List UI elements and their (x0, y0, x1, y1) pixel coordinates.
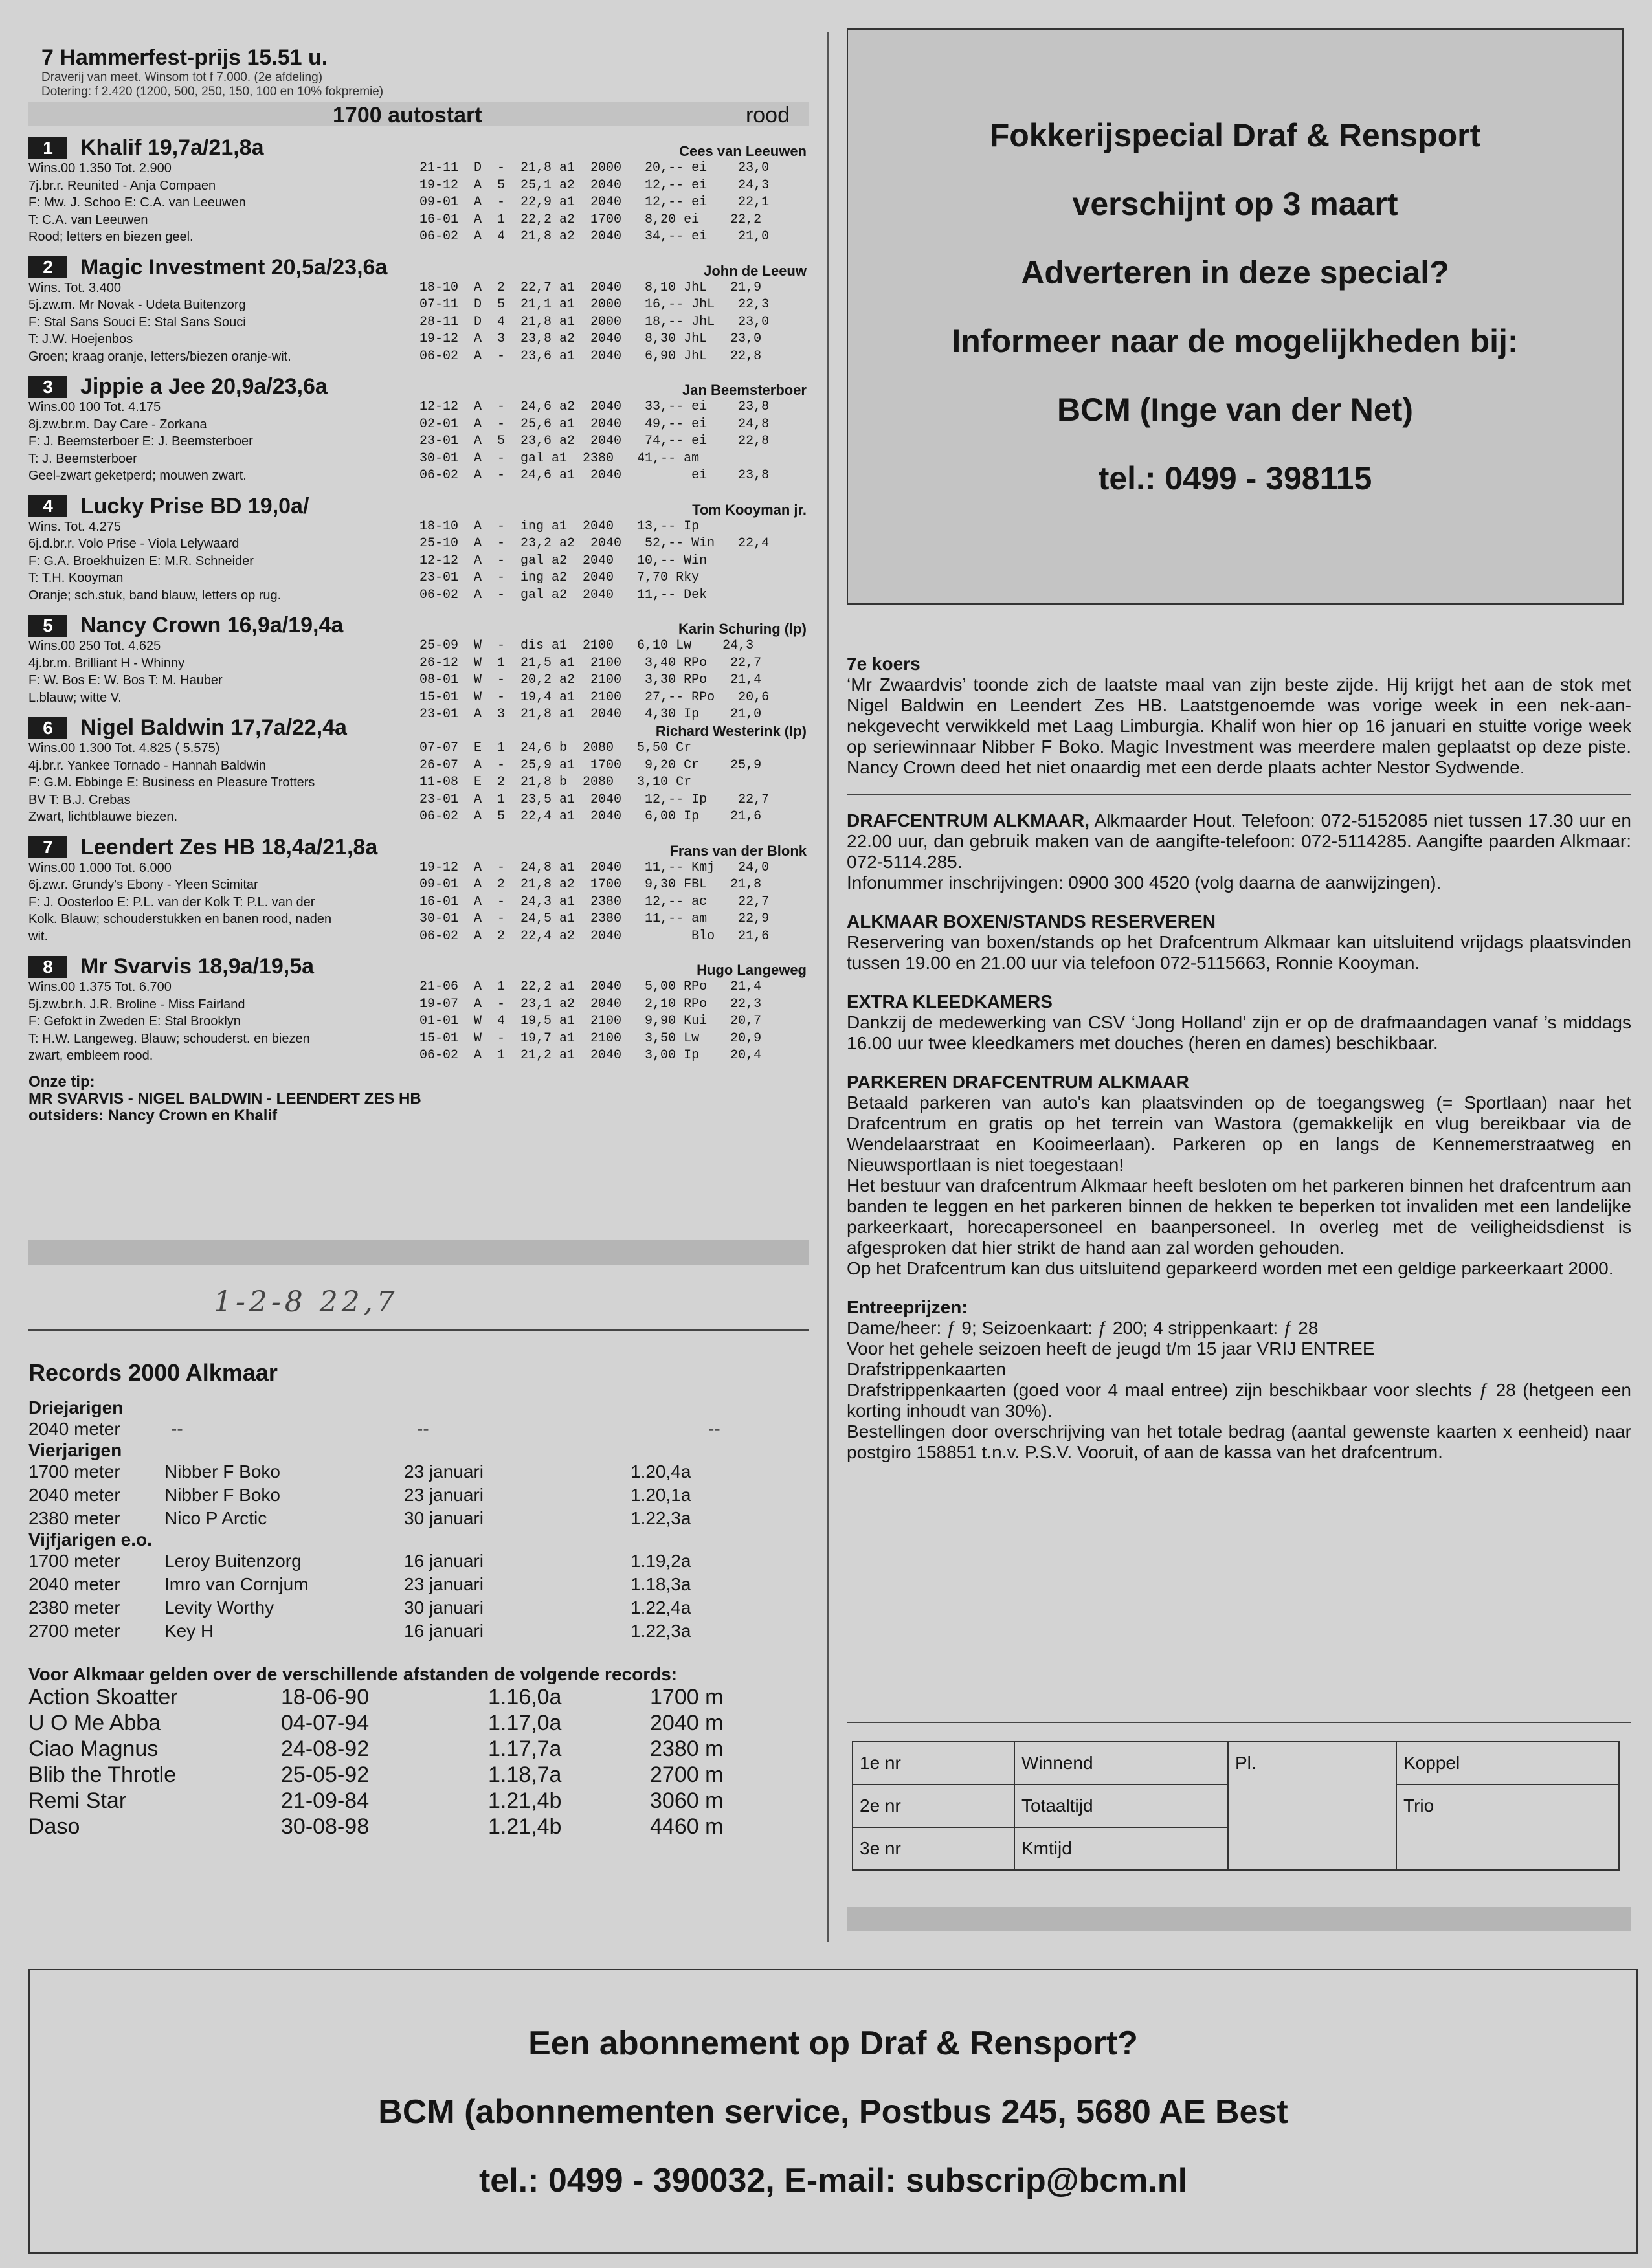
horse-entry (28, 255, 809, 366)
race-purse: Dotering: f 2.420 (1200, 500, 250, 150, 100 en 10% fokpremie) (41, 85, 384, 98)
record-name: -- (171, 1419, 183, 1439)
drafcentrum-text: Alkmaarder Hout. Telefoon: 072-5152085 niet tussen 17.30 uur en 22.00 uur, dan gebruik maken van de aangifte-telefoon: 072-5114285. Aangifte paarden Alkmaar: 072-5114.285. (847, 810, 1631, 872)
all-time-record-row (28, 1762, 809, 1788)
performance-line: 06-02 A - 23,6 a1 2040 6,90 JhL 22,8 (419, 348, 762, 364)
horse-info-line: BV T: B.J. Crebas (28, 792, 131, 807)
all-time-dist: 1700 m (650, 1685, 724, 1709)
performance-line: 23-01 A 5 23,6 a2 2040 74,-- ei 22,8 (419, 434, 770, 449)
horse-entry (28, 954, 809, 1065)
horse-header (28, 255, 809, 280)
record-name: Key H (164, 1621, 214, 1641)
horse-info-line: F: J. Beemsterboer E: J. Beemsterboer (28, 434, 253, 449)
record-time: 1.22,3a (631, 1508, 691, 1528)
divider (847, 794, 1631, 795)
horse-entry (28, 715, 809, 826)
horse-header (28, 835, 809, 860)
performance-line: 15-01 W - 19,4 a1 2100 27,-- RPo 20,6 (419, 689, 770, 705)
drafcentrum-heading: DRAFCENTRUM ALKMAAR, (847, 810, 1090, 830)
horse-info (28, 280, 423, 366)
performance-line: 09-01 A 2 21,8 a2 1700 9,30 FBL 21,8 (419, 877, 762, 892)
horse-name: Jippie a Jee 20,9a/23,6a (80, 374, 328, 399)
horse-entry (28, 494, 809, 605)
records-title: Records 2000 Alkmaar (28, 1359, 278, 1386)
performance-line: 12-12 A - gal a2 2040 10,-- Win (419, 553, 708, 568)
horse-info-line: Wins. Tot. 3.400 (28, 280, 122, 295)
horse-info-line: F: Gefokt in Zweden E: Stal Brooklyn (28, 1014, 241, 1028)
performance-line: 06-02 A - gal a2 2040 11,-- Dek (419, 587, 708, 603)
ad-line: tel.: 0499 - 398115 (1098, 460, 1372, 496)
performance-line: 25-09 W - dis a1 2100 6,10 Lw 24,3 (419, 638, 754, 653)
performance-line: 19-07 A - 23,1 a2 2040 2,10 RPo 22,3 (419, 996, 762, 1012)
form-field-label: Koppel (1396, 1742, 1619, 1784)
performance-line: 23-01 A 3 21,8 a1 2040 4,30 Ip 21,0 (419, 707, 762, 722)
horse-info-line: 6j.d.br.r. Volo Prise - Viola Lelywaard (28, 537, 240, 551)
performance-line: 06-02 A 2 22,4 a2 2040 Blo 21,6 (419, 928, 770, 944)
subscription-line: Een abonnement op Draf & Rensport? (528, 2025, 1138, 2062)
kleedkamers-heading: EXTRA KLEEDKAMERS (847, 992, 1053, 1012)
horse-info-line: 6j.zw.r. Grundy's Ebony - Yleen Scimitar (28, 878, 258, 892)
record-name: Nibber F Boko (164, 1485, 280, 1505)
entreeprijzen-heading: Entreeprijzen: (847, 1297, 968, 1317)
horse-info (28, 979, 423, 1065)
horse-entry (28, 135, 809, 246)
info-column (847, 654, 1631, 1463)
horse-info-line: T: T.H. Kooyman (28, 571, 124, 585)
record-row (28, 1484, 809, 1507)
fokkerijspecial-ad (847, 28, 1624, 605)
record-name: Leroy Buitenzorg (164, 1551, 302, 1571)
ad-line: Adverteren in deze special? (1021, 254, 1449, 291)
parkeren-text: Het bestuur van drafcentrum Alkmaar heeft besloten om het parkeren binnen het drafcentrum aan banden te leggen en het parkeren binnen de hekken te beperken tot invaliden met een landelijke parkeerkaart, horecapersoneel en baanpersoneel. In overleg met de veiligheidsdienst is afgesproken dat hier strikt de hand aan zal worden gehouden. (847, 1175, 1631, 1258)
all-time-dist: 2380 m (650, 1737, 724, 1761)
horse-info-line: T: H.W. Langeweg. Blauw; schouderst. en biezen (28, 1031, 310, 1046)
infonummer: Infonummer inschrijvingen: 0900 300 4520 (volg daarna de aanwijzingen). (847, 873, 1442, 893)
performance-line: 25-10 A - 23,2 a2 2040 52,-- Win 22,4 (419, 536, 770, 551)
horse-info-line: F: G.M. Ebbinge E: Business en Pleasure Trotters (28, 775, 315, 790)
records-groups (28, 1398, 809, 1643)
performance-line: 28-11 D 4 21,8 a1 2000 18,-- JhL 23,0 (419, 314, 770, 329)
performance-line: 06-02 A 1 21,2 a1 2040 3,00 Ip 20,4 (419, 1048, 762, 1063)
driver-name: Frans van der Blonk (669, 842, 807, 859)
horse-info (28, 160, 423, 246)
horse-info-line: Wins.00 1.300 Tot. 4.825 ( 5.575) (28, 741, 220, 755)
race-card (28, 45, 809, 1124)
horse-info-line: Groen; kraag oranje, letters/biezen oranje-wit. (28, 349, 291, 364)
entreeprijzen-line: Drafstrippenkaarten (847, 1359, 1006, 1379)
record-row (28, 1596, 809, 1619)
parkeren-text: Betaald parkeren van auto's kan plaatsvinden op de toegangsweg (= Sportlaan) naar het Drafcentrum en gratis op het terrein van Wastora (gemakkelijk en vlug bereikbaar via de Wendelaarstraat en Kooimeerlaan). Parkeren op en langs de Kennemerstraatweg en Nieuwsportlaan is niet toegestaan! (847, 1093, 1631, 1175)
all-time-time: 1.21,4b (488, 1814, 562, 1839)
record-name: Levity Worthy (164, 1597, 274, 1618)
horse-info-line: Geel-zwart geketperd; mouwen zwart. (28, 469, 247, 483)
horse-info-line: F: Mw. J. Schoo E: C.A. van Leeuwen (28, 195, 246, 210)
form-place-label: Pl. (1228, 1742, 1396, 1870)
ad-line: Informeer naar de mogelijkheden bij: (952, 323, 1519, 359)
entreeprijzen-line: Dame/heer: ƒ 9; Seizoenkaart: ƒ 200; 4 strippenkaart: ƒ 28 (847, 1318, 1319, 1338)
record-dist: 2700 meter (28, 1621, 120, 1641)
performance-lines (419, 638, 769, 724)
all-time-record-row (28, 1710, 809, 1736)
parkeren-heading: PARKEREN DRAFCENTRUM ALKMAAR (847, 1072, 1189, 1092)
performance-line: 23-01 A 1 23,5 a1 2040 12,-- Ip 22,7 (419, 792, 770, 807)
all-time-date: 24-08-92 (281, 1737, 370, 1761)
horse-details (28, 518, 809, 605)
performance-line: 19-12 A - 24,8 a1 2040 11,-- Kmj 24,0 (419, 860, 770, 875)
horse-info (28, 860, 423, 946)
all-time-time: 1.21,4b (488, 1788, 562, 1813)
performance-line: 06-02 A 5 22,4 a1 2040 6,00 Ip 21,6 (419, 809, 762, 824)
performance-lines (419, 979, 761, 1065)
driver-name: John de Leeuw (704, 262, 807, 279)
horse-info-line: Kolk. Blauw; schouderstukken en banen rood, naden (28, 912, 332, 926)
record-dist: 2380 meter (28, 1597, 120, 1618)
performance-line: 26-07 A - 25,9 a1 1700 9,20 Cr 25,9 (419, 757, 762, 773)
all-time-name: Daso (28, 1814, 80, 1839)
ad-line: verschijnt op 3 maart (1072, 186, 1398, 222)
record-group-label: Vierjarigen (28, 1440, 122, 1460)
all-time-date: 30-08-98 (281, 1814, 370, 1839)
start-number: 6 (28, 717, 67, 739)
horse-header (28, 135, 809, 160)
performance-line: 30-01 A - gal a1 2380 41,-- am (419, 450, 700, 466)
start-number: 3 (28, 376, 67, 398)
horse-name: Nancy Crown 16,9a/19,4a (80, 613, 344, 638)
subscription-line: tel.: 0499 - 390032, E-mail: subscrip@bcm.nl (478, 2162, 1188, 2199)
horse-entry (28, 374, 809, 485)
record-time: -- (708, 1419, 720, 1439)
ad-line: BCM (Inge van der Net) (1056, 392, 1414, 428)
koers-heading: 7e koers (847, 654, 921, 674)
record-name: Nibber F Boko (164, 1462, 280, 1482)
koers-text: ‘Mr Zwaardvis’ toonde zich de laatste maal van zijn beste zijde. Hij krijgt het aan de stok met Nigel Baldwin en Leendert Zes HB. Laatstgenoemde was vorige week in een nek-aan-nekgevecht verwikkeld met Laag Limburgia. Khalif won hier op 16 januari en stuitte vorige week op seriewinnaar Nibber F Boko. Magic Investment was meerdere malen geplaatst op deze piste. Nancy Crown deed het niet onaardig met een derde plaats achter Nestor Sydwende. (847, 674, 1631, 777)
form-field-label: Kmtijd (1014, 1827, 1228, 1870)
record-name: Imro van Cornjum (164, 1574, 309, 1594)
horse-info-line: F: J. Oosterloo E: P.L. van der Kolk T: P.L. van der (28, 895, 315, 909)
entreeprijzen-line: Voor het gehele seizoen heeft de jeugd t/m 15 jaar VRIJ ENTREE (847, 1339, 1375, 1359)
form-field-label: Totaaltijd (1014, 1784, 1228, 1827)
performance-line: 18-10 A - ing a1 2040 13,-- Ip (419, 518, 700, 534)
record-time: 1.22,4a (631, 1597, 691, 1618)
outsiders: outsiders: Nancy Crown en Khalif (28, 1106, 278, 1124)
performance-line: 07-11 D 5 21,1 a1 2000 16,-- JhL 22,3 (419, 297, 770, 312)
performance-line: 08-01 W - 20,2 a2 2100 3,30 RPo 21,4 (419, 673, 762, 687)
bestellingen-text: Bestellingen door overschrijving van het totale bedrag (aantal gewenste kaarten x eenheid) naar postgiro 158851 t.n.v. P.S.V. Vooruit, of aan de kassa van het drafcentrum. (847, 1421, 1631, 1462)
handwritten-note: 1-2-8 22,7 (214, 1285, 399, 1318)
form-position: 2e nr (853, 1784, 1014, 1827)
record-row (28, 1619, 809, 1643)
horse-header (28, 954, 809, 979)
horse-header (28, 374, 809, 399)
start-number: 1 (28, 137, 67, 159)
all-time-heading: Voor Alkmaar gelden over de verschillende afstanden de volgende records: (28, 1664, 678, 1684)
horse-name: Mr Svarvis 18,9a/19,5a (80, 954, 315, 979)
record-dist: 2040 meter (28, 1574, 120, 1594)
horse-info-line: F: Stal Sans Souci E: Stal Sans Souci (28, 315, 246, 329)
performance-line: 12-12 A - 24,6 a2 2040 33,-- ei 23,8 (419, 399, 770, 414)
horse-info-line: T: J.W. Hoejenbos (28, 332, 133, 346)
performance-lines (419, 740, 769, 826)
record-date: 23 januari (404, 1485, 484, 1505)
horse-details (28, 979, 809, 1065)
all-time-date: 18-06-90 (281, 1685, 370, 1709)
record-time: 1.20,1a (631, 1485, 691, 1505)
divider (847, 1722, 1631, 1723)
all-time-date: 25-05-92 (281, 1762, 370, 1787)
boxen-text: Reservering van boxen/stands op het Drafcentrum Alkmaar kan uitsluitend vrijdags plaatsvinden tussen 19.00 en 21.00 uur via telefoon 072-5115663, Ronnie Kooyman. (847, 932, 1631, 973)
record-row (28, 1507, 809, 1530)
race-distance-bar (28, 102, 809, 126)
horse-info-line: T: C.A. van Leeuwen (28, 212, 148, 227)
horse-info-line: Wins.00 1.000 Tot. 6.000 (28, 860, 172, 875)
horse-info-line: 5j.zw.m. Mr Novak - Udeta Buitenzorg (28, 298, 246, 312)
race-color: rood (745, 103, 790, 128)
record-time: 1.18,3a (631, 1574, 691, 1594)
horse-details (28, 740, 809, 826)
record-dist: 2040 meter (28, 1485, 120, 1505)
driver-name: Karin Schuring (lp) (678, 621, 807, 637)
start-number: 2 (28, 256, 67, 278)
performance-line: 21-06 A 1 22,2 a1 2040 5,00 RPo 21,4 (419, 979, 762, 994)
record-date: 30 januari (404, 1508, 484, 1528)
driver-name: Jan Beemsterboer (682, 382, 807, 398)
tip-label: Onze tip: (28, 1073, 95, 1091)
record-date: 16 januari (404, 1551, 484, 1571)
start-number: 5 (28, 615, 67, 637)
driver-name: Tom Kooyman jr. (692, 501, 807, 518)
all-time-time: 1.16,0a (488, 1685, 562, 1709)
horse-name: Magic Investment 20,5a/23,6a (80, 254, 388, 280)
record-group-label: Driejarigen (28, 1397, 124, 1418)
horse-info-line: Wins.00 1.350 Tot. 2.900 (28, 161, 172, 175)
horse-details (28, 860, 809, 946)
race-distance: 1700 autostart (333, 103, 482, 128)
record-name: Nico P Arctic (164, 1508, 267, 1528)
performance-lines (419, 280, 769, 366)
performance-lines (419, 160, 769, 246)
all-time-record-row (28, 1814, 809, 1840)
horse-list (28, 135, 809, 1065)
all-time-time: 1.17,7a (488, 1737, 562, 1761)
horse-info-line: F: W. Bos E: W. Bos T: M. Hauber (28, 673, 223, 687)
all-time-time: 1.18,7a (488, 1762, 562, 1787)
divider (28, 1329, 809, 1331)
driver-name: Richard Westerink (lp) (655, 723, 807, 739)
horse-info-line: 5j.zw.br.h. J.R. Broline - Miss Fairland (28, 997, 245, 1012)
race-title: 7 Hammerfest-prijs 15.51 u. (41, 45, 328, 70)
horse-info (28, 740, 423, 826)
record-dist: 2040 meter (28, 1419, 120, 1439)
all-time-name: Action Skoatter (28, 1685, 178, 1709)
horse-info-line: 4j.br.r. Yankee Tornado - Hannah Baldwin (28, 758, 266, 773)
horse-info-line: Zwart, lichtblauwe biezen. (28, 810, 178, 824)
horse-info-line: 8j.zw.br.m. Day Care - Zorkana (28, 417, 207, 432)
performance-line: 26-12 W 1 21,5 a1 2100 3,40 RPo 22,7 (419, 655, 762, 671)
performance-line: 16-01 A - 24,3 a1 2380 12,-- ac 22,7 (419, 894, 770, 909)
record-date: 23 januari (404, 1462, 484, 1482)
betting-form (852, 1741, 1620, 1871)
all-time-date: 21-09-84 (281, 1788, 370, 1813)
all-time-dist: 4460 m (650, 1814, 724, 1839)
record-date: 23 januari (404, 1574, 484, 1594)
all-time-name: Ciao Magnus (28, 1737, 159, 1761)
performance-line: 30-01 A - 24,5 a1 2380 11,-- am 22,9 (419, 911, 770, 926)
all-time-records (28, 1684, 809, 1840)
horse-name: Khalif 19,7a/21,8a (80, 135, 264, 160)
form-position: 1e nr (853, 1742, 1014, 1784)
record-dist: 1700 meter (28, 1462, 120, 1482)
record-date: 30 januari (404, 1597, 484, 1618)
horse-header (28, 613, 809, 638)
horse-info-line: zwart, embleem rood. (28, 1049, 153, 1063)
record-row (28, 1418, 809, 1441)
horse-info-line: 7j.br.r. Reunited - Anja Compaen (28, 178, 216, 193)
horse-details (28, 638, 809, 722)
horse-details (28, 160, 809, 246)
performance-line: 16-01 A 1 22,2 a2 1700 8,20 ei 22,2 (419, 212, 762, 227)
horse-info-line: L.blauw; witte V. (28, 690, 122, 705)
horse-name: Nigel Baldwin 17,7a/22,4a (80, 715, 347, 740)
performance-line: 09-01 A - 22,9 a1 2040 12,-- ei 22,1 (419, 195, 770, 210)
performance-line: 21-11 D - 21,8 a1 2000 20,-- ei 23,0 (419, 161, 770, 175)
horse-info-line: Wins.00 250 Tot. 4.625 (28, 639, 161, 653)
performance-line: 18-10 A 2 22,7 a1 2040 8,10 JhL 21,9 (419, 280, 762, 295)
horse-info-line: 4j.br.m. Brilliant H - Whinny (28, 656, 185, 671)
performance-line: 01-01 W 4 19,5 a1 2100 9,90 Kui 20,7 (419, 1014, 762, 1028)
record-date: 16 januari (404, 1621, 484, 1641)
horse-info-line: F: G.A. Broekhuizen E: M.R. Schneider (28, 553, 254, 568)
horse-info (28, 518, 423, 605)
parkeren-text: Op het Drafcentrum kan dus uitsluitend geparkeerd worden met een geldige parkeerkaart 2000. (847, 1258, 1614, 1278)
performance-line: 19-12 A 5 25,1 a2 2040 12,-- ei 24,3 (419, 177, 770, 193)
performance-line: 19-12 A 3 23,8 a2 2040 8,30 JhL 23,0 (419, 331, 762, 346)
record-row (28, 1460, 809, 1484)
horse-info-line: T: J. Beemsterboer (28, 451, 137, 466)
horse-details (28, 399, 809, 485)
record-row (28, 1550, 809, 1573)
horse-info (28, 638, 423, 706)
race-conditions: Draverij van meet. Winsom tot f 7.000. (2e afdeling) (41, 71, 323, 84)
all-time-date: 04-07-94 (281, 1711, 370, 1735)
horse-name: Leendert Zes HB 18,4a/21,8a (80, 834, 378, 860)
horse-info-line: Wins.00 1.375 Tot. 6.700 (28, 980, 172, 994)
performance-line: 06-02 A - 24,6 a1 2040 ei 23,8 (419, 468, 770, 483)
horse-entry (28, 613, 809, 722)
start-number: 4 (28, 495, 67, 517)
all-time-name: Blib the Throtle (28, 1762, 177, 1787)
horse-info-line: Oranje; sch.stuk, band blauw, letters op rug. (28, 588, 282, 603)
record-group-label: Vijfjarigen e.o. (28, 1529, 152, 1550)
record-time: 1.20,4a (631, 1462, 691, 1482)
start-number: 7 (28, 836, 67, 858)
performance-lines (419, 860, 769, 946)
horse-details (28, 280, 809, 366)
horse-name: Lucky Prise BD 19,0a/ (80, 493, 309, 518)
kleedkamers-text: Dankzij de medewerking van CSV ‘Jong Holland’ zijn er op de drafmaandagen vanaf ’s middags 16.00 uur twee kleedkamers met douches (heren en dames) beschikbaar. (847, 1012, 1631, 1053)
performance-line: 06-02 A 4 21,8 a2 2040 34,-- ei 21,0 (419, 229, 770, 244)
performance-line: 15-01 W - 19,7 a1 2100 3,50 Lw 20,9 (419, 1030, 762, 1046)
tip-text: MR SVARVIS - NIGEL BALDWIN - LEENDERT ZES HB (28, 1089, 421, 1107)
horse-info (28, 399, 423, 485)
record-dist: 2380 meter (28, 1508, 120, 1528)
strippenkaart-text: Drafstrippenkaarten (goed voor 4 maal entree) zijn beschikbaar voor slechts ƒ 28 (hetgeen een korting inhoudt van 30%). (847, 1380, 1631, 1421)
record-time: 1.19,2a (631, 1551, 691, 1571)
drafcentrum-info (847, 810, 1631, 873)
horse-info-line: Rood; letters en biezen geel. (28, 230, 194, 244)
subscription-line: BCM (abonnementen service, Postbus 245, 5680 AE Best (378, 2093, 1288, 2131)
performance-line: 07-07 E 1 24,6 b 2080 5,50 Cr (419, 740, 692, 755)
record-row (28, 1573, 809, 1596)
performance-lines (419, 518, 769, 605)
performance-lines (419, 399, 769, 485)
performance-line: 23-01 A - ing a2 2040 7,70 Rky (419, 570, 700, 585)
driver-name: Hugo Langeweg (697, 962, 807, 978)
form-field-label: Trio (1396, 1784, 1619, 1870)
column-divider (827, 32, 829, 1942)
all-time-name: U O Me Abba (28, 1711, 161, 1735)
horse-info-line: wit. (28, 929, 48, 944)
all-time-dist: 2040 m (650, 1711, 724, 1735)
driver-name: Cees van Leeuwen (679, 143, 807, 159)
performance-line: 02-01 A - 25,6 a1 2040 49,-- ei 24,8 (419, 416, 770, 432)
all-time-record-row (28, 1788, 809, 1814)
boxen-heading: ALKMAAR BOXEN/STANDS RESERVEREN (847, 911, 1216, 931)
form-field-label: Winnend (1014, 1742, 1228, 1784)
record-date: -- (417, 1419, 429, 1439)
all-time-dist: 3060 m (650, 1788, 724, 1813)
horse-header (28, 715, 809, 740)
subscription-ad (28, 1969, 1638, 2254)
all-time-record-row (28, 1736, 809, 1762)
horse-info-line: Wins.00 100 Tot. 4.175 (28, 400, 161, 414)
horse-entry (28, 835, 809, 946)
all-time-time: 1.17,0a (488, 1711, 562, 1735)
performance-line: 11-08 E 2 21,8 b 2080 3,10 Cr (419, 775, 692, 790)
grey-divider-bar (847, 1907, 1631, 1931)
record-dist: 1700 meter (28, 1551, 120, 1571)
all-time-name: Remi Star (28, 1788, 127, 1813)
all-time-dist: 2700 m (650, 1762, 724, 1787)
horse-info-line: Wins. Tot. 4.275 (28, 519, 122, 534)
start-number: 8 (28, 956, 67, 978)
ad-line: Fokkerijspecial Draf & Rensport (989, 117, 1481, 153)
grey-divider-bar (28, 1240, 809, 1265)
horse-header (28, 494, 809, 518)
all-time-record-row (28, 1684, 809, 1710)
records-section (28, 1359, 809, 1840)
record-time: 1.22,3a (631, 1621, 691, 1641)
form-position: 3e nr (853, 1827, 1014, 1870)
